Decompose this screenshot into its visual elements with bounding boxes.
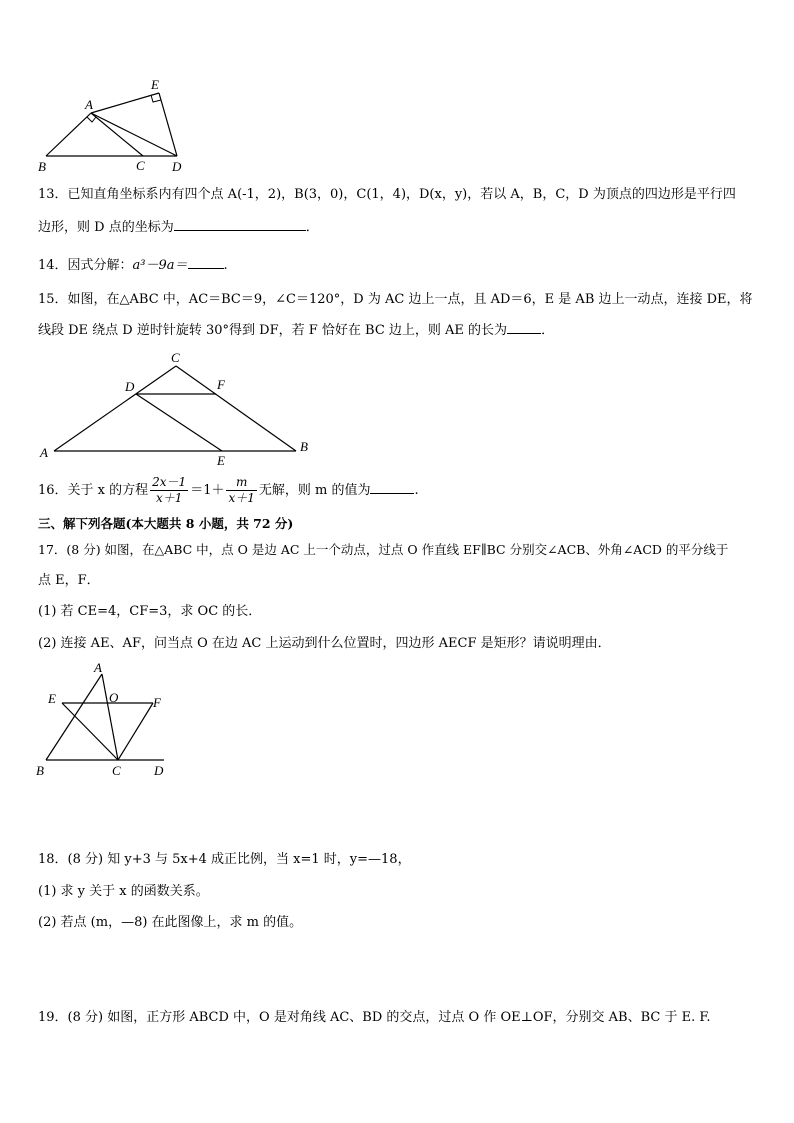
q13-end: ． [305,220,319,235]
fig12-side-AD [91,113,177,156]
fig12-right-angle-A [87,117,96,122]
figure-q15 [36,347,336,467]
q18-sub2: (2) 若点 (m，—8) 在此图像上，求 m 的值。 [38,915,303,930]
fig17-label-B: B [36,763,44,778]
q17-line2: 点 E，F． [38,573,100,588]
fig15-label-A: A [40,445,48,460]
q16-frac2-den: x＋1 [228,491,255,505]
q16-suffix: 无解，则 m 的值为 [258,483,371,498]
q14-prefix: 14．因式分解： [38,258,133,273]
q15-answer-blank[interactable] [507,321,541,334]
fig12-label-B: B [38,159,46,174]
fig12-label-D: D [172,159,182,174]
q16-frac1-den: x＋1 [155,491,183,505]
fig17-side-AC [102,674,118,760]
fig15-label-F: F [217,377,225,392]
fig17-label-E: E [48,691,56,706]
fig15-label-E: E [217,453,225,468]
q13-answer-blank[interactable] [174,218,306,231]
q15-line2-text: 线段 DE 绕点 D 逆时针旋转 30°得到 DF，若 F 恰好在 BC 边上，则 AE 的长为 [38,323,508,338]
q14-end: . [223,258,228,273]
fig17-label-D: D [154,763,164,778]
q15-end: ． [541,323,555,338]
q13-line2-text: 边形，则 D 点的坐标为 [38,220,174,235]
fig12-label-C: C [136,158,145,173]
q14-line [38,256,228,275]
section-3-heading: 三、解下列各题(本大题共 8 小题，共 72 分) [38,516,294,531]
figure-q12 [30,75,230,175]
q15-line1: 15．如图，在△ABC 中，AC＝BC＝9，∠C＝120°，D 为 AC 边上一点，且 AD＝6，E 是 AB 边上一动点，连接 DE，将 [38,292,753,307]
q17-line1: 17．(8 分) 如图，在△ABC 中，点 O 是边 AC 上一个动点，过点 O 作直线 EF∥BC 分别交∠ACB、外角∠ACD 的平分线于 [38,542,729,557]
fig17-label-C: C [112,763,121,778]
fig17-bisector-CF [118,703,153,760]
q18-line1: 18．(8 分) 知 y+3 与 5x+4 成正比例，当 x=1 时，y=—18， [38,852,411,867]
figure-q17 [32,660,192,780]
q14-expression: a³－9a＝ [132,258,188,273]
fig12-label-A: A [85,97,93,112]
fig17-label-O: O [109,690,119,705]
q14-answer-blank[interactable] [188,256,224,269]
q16-answer-blank[interactable] [370,481,414,494]
q16-frac2-num: m [226,475,256,491]
q16-frac1-num: 2x－1 [152,475,187,489]
q13-line1: 13．已知直角坐标系内有四个点 A(-1，2)，B(3，0)，C(1，4)，D(x，y)，若以 A，B，C，D 为顶点的四边形是平行四 [38,187,736,202]
q13-line2 [38,218,319,237]
q17-sub1: (1) 若 CE=4，CF=3，求 OC 的长． [38,604,262,619]
fig17-bisector-CE [62,703,118,760]
fig17-label-A: A [94,660,102,675]
fig15-label-D: D [125,379,135,394]
q16-line [38,472,419,510]
fig12-side-AE [91,93,159,113]
q18-sub1: (1) 求 y 关于 x 的函数关系。 [38,884,209,899]
q19-line1: 19．(8 分) 如图，正方形 ABCD 中，O 是对角线 AC、BD 的交点，过点 O 作 OE⊥OF，分别交 AB、BC 于 E. F. [38,1010,711,1025]
fig15-side-CB [176,366,296,451]
fig17-label-F: F [153,695,161,710]
fig15-segment-DE [136,394,222,451]
q15-line2 [38,321,554,340]
fig15-label-C: C [171,350,180,365]
fig15-label-B: B [300,439,308,454]
q17-sub2: (2) 连接 AE、AF，问当点 O 在边 AC 上运动到什么位置时，四边形 AECF 是矩形？请说明理由． [38,636,611,651]
q16-mid: ＝1＋ [190,483,225,498]
q16-fraction-1 [150,475,188,506]
fig12-side-ED [159,93,177,156]
fig17-side-BA [46,674,102,760]
q16-end: . [414,483,419,498]
q16-fraction-2 [226,475,256,506]
fig12-label-E: E [151,77,159,92]
fig12-side-BA [46,113,91,156]
q16-prefix: 16．关于 x 的方程 [38,483,149,498]
